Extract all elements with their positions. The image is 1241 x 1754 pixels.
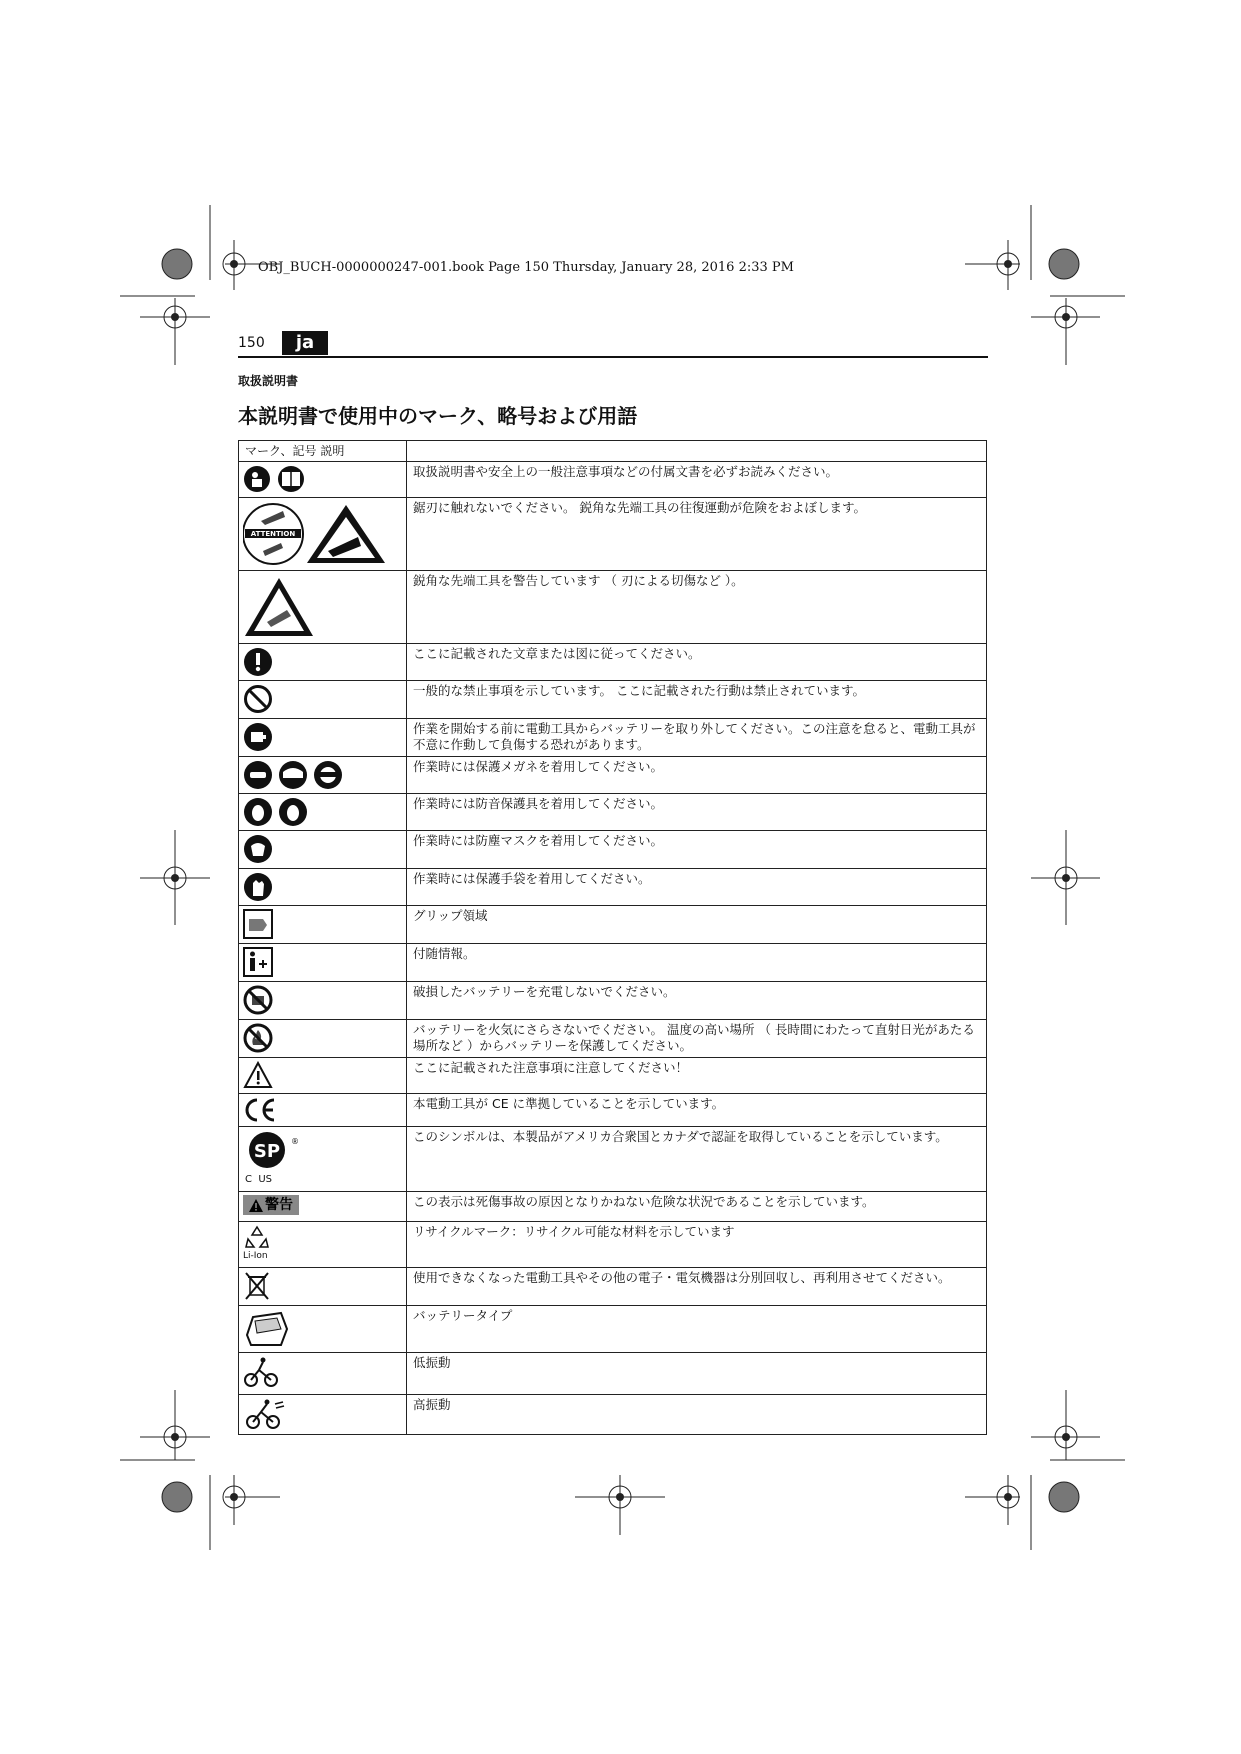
- symbol-cell: [239, 681, 407, 719]
- high-vibration-icon: [243, 1398, 285, 1430]
- dust-mask-icon: [243, 834, 273, 864]
- symbol-cell: [239, 1222, 407, 1268]
- table-header-row: [239, 441, 987, 462]
- symbol-cell: [239, 869, 407, 906]
- symbol-cell: [239, 1192, 407, 1222]
- symbol-cell: [239, 831, 407, 869]
- symbol-cell: [239, 1306, 407, 1353]
- table-row: [239, 571, 987, 644]
- table-row: [239, 757, 987, 794]
- symbol-cell: [239, 571, 407, 644]
- grip-area-icon: [243, 909, 273, 939]
- symbol-cell: [239, 1020, 407, 1058]
- description-cell: 破損したバッテリーを充電しないでください。: [407, 982, 987, 1020]
- book-print-line: OBJ_BUCH-0000000247-001.book Page 150 Thursday, January 28, 2016 2:33 PM: [258, 260, 794, 275]
- warning-badge: [243, 1195, 299, 1215]
- description-cell: ここに記載された文章または図に従ってください。: [407, 644, 987, 681]
- table-header-blank: [407, 441, 987, 462]
- ce-mark-icon: [243, 1097, 277, 1123]
- symbol-cell: [239, 944, 407, 982]
- description-cell: バッテリータイプ: [407, 1306, 987, 1353]
- warning-badge-text: 警告: [265, 1197, 293, 1213]
- table-row: [239, 462, 987, 498]
- caution-triangle-icon: [243, 1061, 273, 1089]
- description-cell: この表示は死傷事故の原因となりかねない危険な状況であることを示しています。: [407, 1192, 987, 1222]
- warning-triangle-icon: [249, 1199, 263, 1212]
- no-charge-damaged-battery-icon: [243, 985, 273, 1015]
- no-fire-battery-icon: [243, 1023, 273, 1053]
- symbol-cell: [239, 794, 407, 831]
- table-row: [239, 906, 987, 944]
- weee-bin-icon: [243, 1271, 271, 1301]
- table-row: [239, 644, 987, 681]
- description-cell: 付随情報。: [407, 944, 987, 982]
- battery-type-icon: [243, 1309, 291, 1349]
- table-row: [239, 1020, 987, 1058]
- symbol-cell: [239, 1268, 407, 1306]
- info-icon: [243, 947, 273, 977]
- ear-protection-icons: [243, 797, 309, 827]
- symbol-cell: [239, 719, 407, 757]
- description-cell: 一般的な禁止事項を示しています。 ここに記載された行動は禁止されています。: [407, 681, 987, 719]
- table-row: [239, 1395, 987, 1435]
- table-row: [239, 869, 987, 906]
- mandatory-icon: [243, 647, 273, 677]
- sharp-tool-warning-icon: [243, 574, 315, 640]
- attention-blade-icons: [243, 501, 389, 567]
- symbol-cell: [239, 1127, 407, 1192]
- table-row: [239, 1127, 987, 1192]
- description-cell: バッテリーを火気にさらさないでください。 温度の高い場所 （ 長時間にわたって直射日光があたる場所など ）からバッテリーを保護してください。: [407, 1020, 987, 1058]
- low-vibration-icon: [243, 1356, 279, 1388]
- table-row: [239, 1192, 987, 1222]
- prohibition-icon: [243, 684, 273, 714]
- table-row: [239, 1353, 987, 1395]
- table-header: マーク、記号 説明: [239, 441, 407, 462]
- svg-text:®: ®: [291, 1137, 299, 1146]
- svg-text:ATTENTION: ATTENTION: [250, 530, 296, 538]
- description-cell: 使用できなくなった電動工具やその他の電子・電気機器は分別回収し、再利用させてください。: [407, 1268, 987, 1306]
- table-row: [239, 719, 987, 757]
- description-cell: 作業時には保護メガネを着用してください。: [407, 757, 987, 794]
- symbol-cell: [239, 757, 407, 794]
- symbol-table: [238, 440, 987, 1435]
- eye-protection-icons: [243, 760, 343, 790]
- section-label: 取扱説明書: [238, 374, 299, 388]
- symbol-cell: [239, 1058, 407, 1094]
- description-cell: リサイクルマーク：リサイクル可能な材料を示しています: [407, 1222, 987, 1268]
- description-cell: 鋭角な先端工具を警告しています （ 刃による切傷など ）。: [407, 571, 987, 644]
- table-row: [239, 681, 987, 719]
- symbol-cell: [239, 982, 407, 1020]
- csa-label: C US: [245, 1174, 273, 1185]
- table-row: [239, 831, 987, 869]
- description-cell: 作業時には防音保護具を着用してください。: [407, 794, 987, 831]
- description-cell: このシンボルは、本製品がアメリカ合衆国とカナダで認証を取得していることを示しています。: [407, 1127, 987, 1192]
- description-cell: グリップ領域: [407, 906, 987, 944]
- li-ion-label: Li-Ion: [243, 1251, 268, 1261]
- symbol-cell: [239, 906, 407, 944]
- symbol-cell: [239, 1395, 407, 1435]
- symbol-cell: [239, 1094, 407, 1127]
- language-tab: ja: [282, 331, 328, 355]
- remove-battery-icon: [243, 722, 273, 752]
- read-manual-icons: [243, 465, 311, 493]
- page-title: 本説明書で使用中のマーク、略号および用語: [238, 404, 638, 428]
- description-cell: 鋸刃に触れないでください。 鋭角な先端工具の往復運動が危険をおよぼします。: [407, 498, 987, 571]
- description-cell: 取扱説明書や安全上の一般注意事項などの付属文書を必ずお読みください。: [407, 462, 987, 498]
- description-cell: 作業時には防塵マスクを着用してください。: [407, 831, 987, 869]
- table-row: [239, 498, 987, 571]
- gloves-icon: [243, 872, 273, 902]
- symbol-cell: [239, 1353, 407, 1395]
- table-row: [239, 1094, 987, 1127]
- description-cell: 作業時には保護手袋を着用してください。: [407, 869, 987, 906]
- description-cell: 本電動工具が CE に準拠していることを示しています。: [407, 1094, 987, 1127]
- table-row: [239, 944, 987, 982]
- table-row: [239, 1222, 987, 1268]
- table-row: [239, 794, 987, 831]
- description-cell: 作業を開始する前に電動工具からバッテリーを取り外してください。この注意を怠ると、電動工具が不意に作動して負傷する恐れがあります。: [407, 719, 987, 757]
- symbol-cell: [239, 498, 407, 571]
- header-rule: [238, 356, 988, 358]
- csa-mark-icon: [243, 1130, 299, 1174]
- table-row: [239, 982, 987, 1020]
- table-row: [239, 1306, 987, 1353]
- table-row: [239, 1058, 987, 1094]
- page-number: 150: [238, 335, 265, 351]
- description-cell: 高振動: [407, 1395, 987, 1435]
- table-row: [239, 1268, 987, 1306]
- symbol-cell: [239, 462, 407, 498]
- description-cell: ここに記載された注意事項に注意してください！: [407, 1058, 987, 1094]
- symbol-cell: [239, 644, 407, 681]
- description-cell: 低振動: [407, 1353, 987, 1395]
- svg-text:SP: SP: [253, 1141, 281, 1162]
